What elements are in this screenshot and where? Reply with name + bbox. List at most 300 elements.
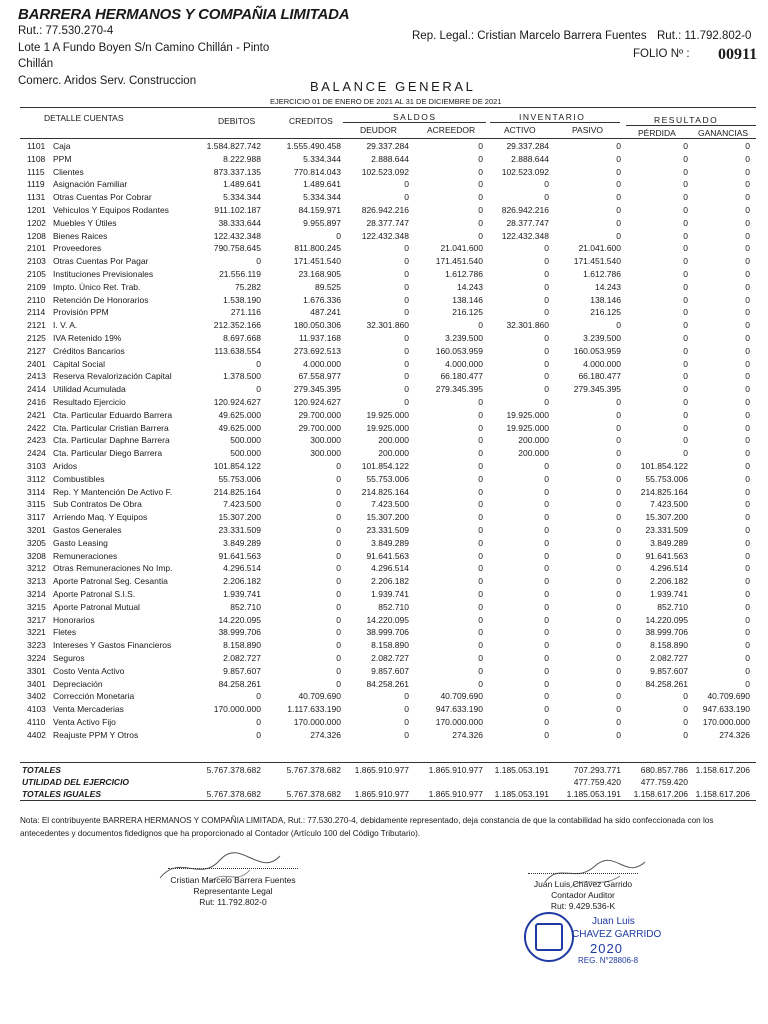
cell-perdida: 0 xyxy=(683,205,688,215)
cell-ganancias: 0 xyxy=(745,371,750,382)
cell-debitos: 21.556.119 xyxy=(219,269,261,279)
cell-acreedor: 0 xyxy=(478,537,483,548)
cell-activo: 0 xyxy=(544,473,549,484)
cell-perdida: 852.710 xyxy=(657,601,688,612)
cell-deudor: 19.925.000 xyxy=(366,409,409,420)
account-name: Otras Cuentas Por Cobrar xyxy=(53,192,152,203)
document-title: BALANCE GENERAL xyxy=(310,79,476,94)
cell-pasivo: 0 xyxy=(616,397,621,407)
account-name: Gastos Generales xyxy=(53,525,122,535)
cell-creditos: 0 xyxy=(336,537,341,548)
cell-activo: 0 xyxy=(544,563,549,574)
cell-deudor: 84.258.261 xyxy=(366,678,409,689)
cell-debitos: 91.641.563 xyxy=(218,550,261,561)
account-name: Caja xyxy=(53,141,71,151)
cell-ganancias: 0 xyxy=(745,397,750,407)
cell-perdida: 0 xyxy=(683,397,688,407)
cell-pasivo: 0 xyxy=(616,537,621,548)
cell-debitos: 212.352.166 xyxy=(213,320,261,331)
cell-creditos: 273.692.513 xyxy=(293,345,341,356)
total-perdida: 680.857.786 xyxy=(640,765,688,775)
cell-ganancias: 0 xyxy=(745,461,750,471)
cell-deudor: 200.000 xyxy=(378,448,409,459)
cell-activo: 0 xyxy=(544,486,549,497)
cell-ganancias: 170.000.000 xyxy=(702,717,750,727)
cell-perdida: 15.307.200 xyxy=(645,512,688,523)
cell-activo: 0 xyxy=(544,691,549,702)
cell-debitos: 75.282 xyxy=(235,281,261,292)
cell-acreedor: 0 xyxy=(478,422,483,433)
iguales-ganancias: 1.158.617.206 xyxy=(695,789,750,799)
account-code: 3112 xyxy=(27,473,46,484)
cell-creditos: 0 xyxy=(336,461,341,471)
account-name: Cta. Particular Cristian Barrera xyxy=(53,422,169,433)
cell-debitos: 0 xyxy=(256,256,261,267)
cell-activo: 122.432.348 xyxy=(501,230,549,241)
cell-deudor: 826.942.216 xyxy=(361,205,409,215)
cell-creditos: 84.159.971 xyxy=(298,205,341,215)
total-pasivo: 707.293.771 xyxy=(573,765,621,775)
cell-ganancias: 0 xyxy=(745,473,750,484)
cell-activo: 0 xyxy=(544,358,549,369)
account-code: 2125 xyxy=(27,333,46,343)
cell-activo: 200.000 xyxy=(518,435,549,446)
cell-debitos: 55.753.006 xyxy=(218,473,261,484)
accountant-seal-icon xyxy=(524,912,574,962)
cell-ganancias: 0 xyxy=(745,320,750,331)
cell-acreedor: 0 xyxy=(478,153,483,164)
cell-ganancias: 0 xyxy=(745,217,750,228)
cell-activo: 0 xyxy=(544,256,549,267)
account-code: 2422 xyxy=(27,422,46,433)
cell-pasivo: 171.451.540 xyxy=(573,256,621,267)
account-code: 2121 xyxy=(27,320,46,331)
cell-creditos: 0 xyxy=(336,512,341,523)
cell-debitos: 873.337.135 xyxy=(213,166,261,177)
cell-pasivo: 66.180.477 xyxy=(578,371,621,382)
cell-ganancias: 0 xyxy=(745,409,750,420)
cell-deudor: 2.082.727 xyxy=(371,653,409,663)
cell-perdida: 0 xyxy=(683,307,688,318)
cell-deudor: 19.925.000 xyxy=(366,422,409,433)
cell-debitos: 852.710 xyxy=(230,601,261,612)
cell-activo: 2.888.644 xyxy=(511,153,549,164)
cell-creditos: 0 xyxy=(336,627,341,638)
cell-debitos: 1.538.190 xyxy=(223,294,261,305)
account-code: 1131 xyxy=(27,192,46,203)
cell-ganancias: 0 xyxy=(745,269,750,279)
cell-perdida: 0 xyxy=(683,333,688,343)
cell-debitos: 2.082.727 xyxy=(223,653,261,663)
cell-ganancias: 0 xyxy=(745,256,750,267)
cell-debitos: 8.222.988 xyxy=(223,153,261,164)
cell-ganancias: 0 xyxy=(745,589,750,599)
legal-representative: Rep. Legal.: Cristian Marcelo Barrera Fuentes xyxy=(412,30,647,42)
cell-ganancias: 0 xyxy=(745,230,750,241)
cell-perdida: 14.220.095 xyxy=(645,614,688,625)
cell-perdida: 0 xyxy=(683,691,688,702)
left-signature-line xyxy=(168,868,298,869)
cell-deudor: 91.641.563 xyxy=(366,550,409,561)
cell-ganancias: 0 xyxy=(745,153,750,164)
cell-acreedor: 3.239.500 xyxy=(445,333,483,343)
right-signer-rut: Rut: 9.429.536-K xyxy=(550,901,616,911)
account-name: I. V. A. xyxy=(53,320,78,331)
cell-perdida: 8.158.890 xyxy=(650,640,688,651)
account-code: 1202 xyxy=(27,217,46,228)
account-name: Gasto Leasing xyxy=(53,537,108,548)
account-name: Remuneraciones xyxy=(53,550,118,561)
cell-pasivo: 0 xyxy=(616,576,621,587)
cell-acreedor: 0 xyxy=(478,217,483,228)
account-code: 2416 xyxy=(27,397,46,407)
account-name: Bienes Raices xyxy=(53,230,108,241)
cell-deudor: 32.301.860 xyxy=(366,320,409,331)
cell-perdida: 0 xyxy=(683,269,688,279)
cell-ganancias: 40.709.690 xyxy=(707,691,750,702)
cell-ganancias: 0 xyxy=(745,333,750,343)
cell-debitos: 500.000 xyxy=(230,448,261,459)
cell-deudor: 0 xyxy=(404,243,409,254)
cell-deudor: 0 xyxy=(404,192,409,203)
cell-acreedor: 0 xyxy=(478,589,483,599)
account-code: 2424 xyxy=(27,448,46,459)
cell-pasivo: 0 xyxy=(616,461,621,471)
cell-creditos: 0 xyxy=(336,640,341,651)
cell-creditos: 0 xyxy=(336,486,341,497)
cell-pasivo: 0 xyxy=(616,448,621,459)
cell-deudor: 852.710 xyxy=(378,601,409,612)
cell-ganancias: 0 xyxy=(745,486,750,497)
cell-activo: 29.337.284 xyxy=(506,141,549,151)
cell-perdida: 0 xyxy=(683,384,688,395)
cell-perdida: 0 xyxy=(683,729,688,740)
account-code: 2423 xyxy=(27,435,46,446)
cell-deudor: 214.825.164 xyxy=(361,486,409,497)
cell-deudor: 0 xyxy=(404,345,409,356)
seal-emblem-icon xyxy=(535,923,563,951)
cell-debitos: 14.220.095 xyxy=(218,614,261,625)
saldos-rule xyxy=(343,122,486,123)
account-code: 3201 xyxy=(27,525,46,535)
cell-ganancias: 0 xyxy=(745,179,750,190)
cell-activo: 0 xyxy=(544,179,549,190)
account-name: Reserva Revalorización Capital xyxy=(53,371,172,382)
cell-debitos: 49.625.000 xyxy=(218,422,261,433)
cell-ganancias: 0 xyxy=(745,205,750,215)
cell-perdida: 0 xyxy=(683,717,688,727)
stamp-reg: REG. N°28806-8 xyxy=(578,956,639,965)
cell-perdida: 0 xyxy=(683,358,688,369)
cell-perdida: 38.999.706 xyxy=(645,627,688,638)
cell-pasivo: 0 xyxy=(616,153,621,164)
cell-creditos: 180.050.306 xyxy=(293,320,341,331)
cell-pasivo: 14.243 xyxy=(595,281,621,292)
account-code: 3205 xyxy=(27,537,46,548)
account-name: Muebles Y Útiles xyxy=(53,217,117,228)
company-name: BARRERA HERMANOS Y COMPAÑIA LIMITADA xyxy=(18,6,350,23)
iguales-creditos: 5.767.378.682 xyxy=(286,789,341,799)
account-code: 3115 xyxy=(27,499,46,510)
cell-debitos: 790.758.645 xyxy=(213,243,261,254)
cell-creditos: 0 xyxy=(336,576,341,587)
cell-pasivo: 0 xyxy=(616,179,621,190)
account-name: Impto. Único Ret. Trab. xyxy=(53,281,141,292)
account-name: Aridos xyxy=(53,461,78,471)
account-code: 3213 xyxy=(27,576,46,587)
cell-deudor: 0 xyxy=(404,397,409,407)
cell-creditos: 487.241 xyxy=(310,307,341,318)
account-code: 3217 xyxy=(27,614,46,625)
cell-ganancias: 0 xyxy=(745,665,750,676)
cell-pasivo: 0 xyxy=(616,435,621,446)
cell-ganancias: 0 xyxy=(745,294,750,305)
cell-creditos: 40.709.690 xyxy=(298,691,341,702)
cell-acreedor: 274.326 xyxy=(452,729,483,740)
cell-pasivo: 1.612.786 xyxy=(583,269,621,279)
cell-ganancias: 0 xyxy=(745,435,750,446)
cell-ganancias: 0 xyxy=(745,614,750,625)
cell-ganancias: 0 xyxy=(745,166,750,177)
account-name: Instituciones Previsionales xyxy=(53,269,154,279)
cell-ganancias: 0 xyxy=(745,448,750,459)
cell-perdida: 0 xyxy=(683,371,688,382)
cell-perdida: 3.849.289 xyxy=(650,537,688,548)
account-name: Aporte Patronal S.I.S. xyxy=(53,589,136,599)
cell-acreedor: 170.000.000 xyxy=(435,717,483,727)
cell-deudor: 38.999.706 xyxy=(366,627,409,638)
cell-debitos: 49.625.000 xyxy=(218,409,261,420)
cell-pasivo: 138.146 xyxy=(590,294,621,305)
company-city: Chillán xyxy=(18,58,54,70)
cell-activo: 0 xyxy=(544,307,549,318)
cell-creditos: 1.117.633.190 xyxy=(287,704,341,715)
cell-pasivo: 0 xyxy=(616,589,621,599)
cell-ganancias: 0 xyxy=(745,358,750,369)
left-signer-rut: Rut: 11.792.802-0 xyxy=(199,897,267,907)
cell-pasivo: 0 xyxy=(616,217,621,228)
cell-perdida: 0 xyxy=(683,422,688,433)
cell-creditos: 29.700.000 xyxy=(298,409,341,420)
cell-debitos: 9.857.607 xyxy=(223,665,261,676)
cell-activo: 0 xyxy=(544,665,549,676)
cell-activo: 0 xyxy=(544,345,549,356)
account-name: Combustibles xyxy=(53,473,105,484)
total-debitos: 5.767.378.682 xyxy=(206,765,261,775)
cell-deudor: 200.000 xyxy=(378,435,409,446)
cell-deudor: 0 xyxy=(404,717,409,727)
cell-deudor: 15.307.200 xyxy=(366,512,409,523)
right-signer-role: Contador Auditor xyxy=(551,890,615,900)
cell-deudor: 2.206.182 xyxy=(371,576,409,587)
account-code: 3224 xyxy=(27,653,46,663)
cell-perdida: 2.206.182 xyxy=(650,576,688,587)
cell-creditos: 9.955.897 xyxy=(303,217,341,228)
cell-debitos: 3.849.289 xyxy=(223,537,261,548)
cell-activo: 0 xyxy=(544,397,549,407)
cell-activo: 0 xyxy=(544,589,549,599)
folio-number: 00911 xyxy=(718,46,758,63)
cell-perdida: 0 xyxy=(683,243,688,254)
cell-activo: 32.301.860 xyxy=(506,320,549,331)
cell-perdida: 0 xyxy=(683,230,688,241)
company-business: Comerc. Aridos Serv. Construccion xyxy=(18,75,197,87)
cell-activo: 0 xyxy=(544,576,549,587)
cell-creditos: 1.555.490.458 xyxy=(286,141,341,151)
cell-pasivo: 0 xyxy=(616,422,621,433)
cell-ganancias: 0 xyxy=(745,307,750,318)
cell-pasivo: 216.125 xyxy=(590,307,621,318)
account-name: Capital Social xyxy=(53,358,105,369)
cell-pasivo: 0 xyxy=(616,141,621,151)
account-code: 3221 xyxy=(27,627,46,638)
account-name: Proveedores xyxy=(53,243,102,254)
cell-deudor: 3.849.289 xyxy=(371,537,409,548)
cell-pasivo: 0 xyxy=(616,320,621,331)
cell-debitos: 15.307.200 xyxy=(218,512,261,523)
cell-ganancias: 947.633.190 xyxy=(702,704,750,715)
cell-debitos: 5.334.344 xyxy=(223,192,261,203)
cell-pasivo: 0 xyxy=(616,601,621,612)
account-code: 3223 xyxy=(27,640,46,651)
account-name: Créditos Bancarios xyxy=(53,345,125,356)
account-code: 3114 xyxy=(27,486,46,497)
cell-ganancias: 0 xyxy=(745,499,750,510)
cell-pasivo: 0 xyxy=(616,653,621,663)
cell-deudor: 0 xyxy=(404,179,409,190)
cell-activo: 826.942.216 xyxy=(501,205,549,215)
col-creditos: CREDITOS xyxy=(289,116,333,126)
cell-debitos: 4.296.514 xyxy=(223,563,261,574)
cell-acreedor: 0 xyxy=(478,320,483,331)
cell-activo: 0 xyxy=(544,269,549,279)
cell-debitos: 84.258.261 xyxy=(218,678,261,689)
cell-deudor: 8.158.890 xyxy=(371,640,409,651)
cell-pasivo: 0 xyxy=(616,499,621,510)
cell-creditos: 0 xyxy=(336,665,341,676)
cell-activo: 0 xyxy=(544,678,549,689)
col-resultado: RESULTADO xyxy=(654,115,719,125)
left-signer-name: Cristian Marcelo Barrera Fuentes xyxy=(170,875,296,885)
cell-pasivo: 0 xyxy=(616,166,621,177)
cell-ganancias: 0 xyxy=(745,563,750,574)
account-name: Otras Cuentas Por Pagar xyxy=(53,256,149,267)
cell-activo: 0 xyxy=(544,550,549,561)
cell-acreedor: 0 xyxy=(478,563,483,574)
cell-acreedor: 21.041.600 xyxy=(440,243,483,254)
cell-acreedor: 0 xyxy=(478,448,483,459)
cell-ganancias: 0 xyxy=(745,141,750,151)
cell-debitos: 8.158.890 xyxy=(223,640,261,651)
cell-acreedor: 0 xyxy=(478,205,483,215)
cell-acreedor: 40.709.690 xyxy=(440,691,483,702)
account-code: 2413 xyxy=(27,371,46,382)
account-name: Cta. Particular Diego Barrera xyxy=(53,448,163,459)
cell-debitos: 101.854.122 xyxy=(213,461,261,471)
cell-pasivo: 0 xyxy=(616,230,621,241)
cell-deudor: 0 xyxy=(404,691,409,702)
total-creditos: 5.767.378.682 xyxy=(286,765,341,775)
cell-acreedor: 0 xyxy=(478,461,483,471)
col-deudor: DEUDOR xyxy=(360,125,397,135)
cell-ganancias: 0 xyxy=(745,537,750,548)
cell-creditos: 29.700.000 xyxy=(298,422,341,433)
account-code: 1101 xyxy=(27,141,46,151)
cell-acreedor: 947.633.190 xyxy=(435,704,483,715)
cell-debitos: 911.102.187 xyxy=(214,205,261,215)
cell-debitos: 0 xyxy=(256,729,261,740)
cell-acreedor: 0 xyxy=(478,614,483,625)
cell-perdida: 0 xyxy=(683,153,688,164)
cell-acreedor: 216.125 xyxy=(452,307,483,318)
account-name: Venta Activo Fijo xyxy=(53,717,116,727)
cell-perdida: 91.641.563 xyxy=(645,550,688,561)
iguales-deudor: 1.865.910.977 xyxy=(354,789,409,799)
cell-ganancias: 0 xyxy=(745,601,750,612)
cell-ganancias: 0 xyxy=(745,384,750,395)
company-address: Lote 1 A Fundo Boyen S/n Camino Chillán - Pinto xyxy=(18,42,270,54)
account-name: PPM xyxy=(53,153,72,164)
cell-creditos: 0 xyxy=(336,678,341,689)
cell-acreedor: 0 xyxy=(478,665,483,676)
account-name: Vehiculos Y Equipos Rodantes xyxy=(53,205,169,215)
totales-iguales-label: TOTALES IGUALES xyxy=(22,789,102,799)
cell-deudor: 0 xyxy=(404,729,409,740)
account-code: 3402 xyxy=(27,691,46,702)
cell-debitos: 1.378.500 xyxy=(223,371,261,382)
cell-debitos: 38.333.644 xyxy=(218,217,261,228)
cell-perdida: 0 xyxy=(683,345,688,356)
total-ganancias: 1.158.617.206 xyxy=(695,765,750,775)
col-detalle: DETALLE CUENTAS xyxy=(44,113,124,123)
account-code: 1119 xyxy=(27,179,45,190)
cell-deudor: 122.432.348 xyxy=(361,230,409,241)
total-deudor: 1.865.910.977 xyxy=(354,765,409,775)
cell-acreedor: 0 xyxy=(478,192,483,203)
cell-perdida: 23.331.509 xyxy=(645,525,688,535)
cell-perdida: 214.825.164 xyxy=(640,486,688,497)
cell-deudor: 9.857.607 xyxy=(371,665,409,676)
account-code: 2109 xyxy=(27,281,46,292)
cell-acreedor: 66.180.477 xyxy=(440,371,483,382)
cell-pasivo: 0 xyxy=(616,525,621,535)
cell-activo: 0 xyxy=(544,371,549,382)
cell-deudor: 1.939.741 xyxy=(371,589,409,599)
cell-activo: 0 xyxy=(544,614,549,625)
cell-pasivo: 0 xyxy=(616,665,621,676)
cell-pasivo: 160.053.959 xyxy=(573,345,621,356)
account-name: Depreciación xyxy=(53,678,103,689)
account-code: 4402 xyxy=(27,729,46,740)
cell-perdida: 0 xyxy=(683,141,688,151)
cell-creditos: 120.924.627 xyxy=(293,397,341,407)
account-code: 3103 xyxy=(27,461,46,471)
cell-perdida: 9.857.607 xyxy=(650,665,688,676)
cell-debitos: 0 xyxy=(256,717,261,727)
cell-activo: 28.377.747 xyxy=(506,217,549,228)
cell-debitos: 0 xyxy=(256,691,261,702)
cell-creditos: 300.000 xyxy=(310,448,341,459)
cell-debitos: 1.584.827.742 xyxy=(206,141,261,151)
cell-acreedor: 0 xyxy=(478,473,483,484)
account-code: 2401 xyxy=(27,358,46,369)
total-acreedor: 1.865.910.977 xyxy=(428,765,483,775)
account-name: Reajuste PPM Y Otros xyxy=(53,729,139,740)
account-name: IVA Retenido 19% xyxy=(53,333,122,343)
account-name: Rep. Y Mantención De Activo F. xyxy=(53,486,173,497)
account-name: Asignación Familiar xyxy=(53,179,128,190)
account-code: 1115 xyxy=(27,166,45,177)
